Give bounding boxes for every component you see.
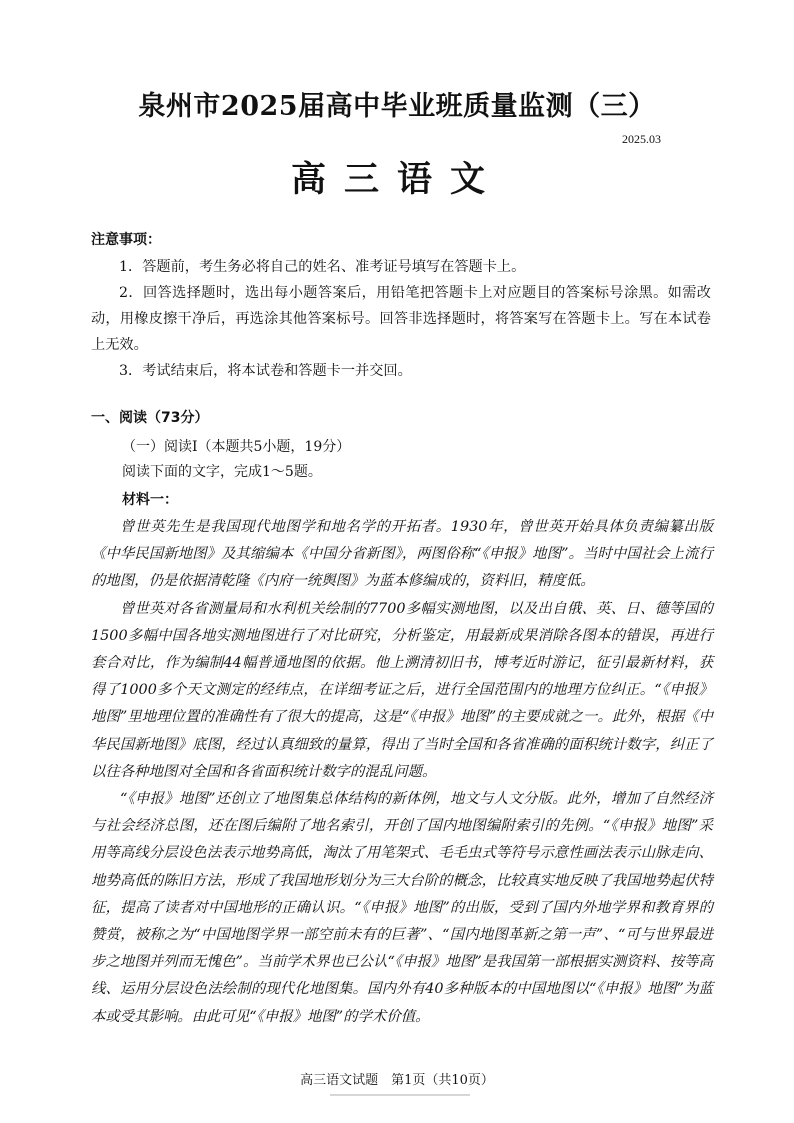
notice-heading: 注意事项： <box>91 232 161 248</box>
paragraph: 曾世英对各省测量局和水利机关绘制的7700多幅实测地图，以及出自俄、英、日、德等国的1500多幅中国各地实测地图进行了对比研究，分析鉴定，用最新成果消除各图本的错误，再进行套合对比，作为编制44幅普通地图的依据。他上溯清初旧书，博考近时游记，征引最新材料，获得了1000多个天文测定的经纬点，在详细考证之后，进行全国范围内的地理方位纠正。“《申报》地图”里地理位置的准确性有了很大的提高，这是“《申报》地图”的主要成就之一。此外，根据《中华民国新地图》底图，经过认真细致的量算，得出了当时全国和各省准确的面积统计数字，纠正了以往各种地图对全国和各省面积统计数字的混乱问题。 <box>91 600 713 780</box>
paragraph: 曾世英先生是我国现代地图学和地名学的开拓者。1930年，曾世英开始具体负责编纂出版《中华民国新地图》及其缩编本《中国分省新图》，两图俗称“《申报》地图”。当时中国社会上流行的地图，仍是依据清乾隆《内府一统舆图》为蓝本修编成的，资料旧，精度低。 <box>91 519 713 590</box>
notice-item-1: 1．答题前，考生务必将自己的姓名、准考证号填写在答题卡上。 <box>119 259 526 275</box>
subject-title: 高三语文 <box>290 160 503 200</box>
page-footer: 高三语文试题 第1页（共10页） <box>300 1073 494 1088</box>
bleed-through-mark <box>330 1094 470 1106</box>
exam-title: 泉州市2025届高中毕业班质量监测（三） <box>138 91 656 122</box>
material-text <box>91 514 713 1031</box>
material-label: 材料一： <box>122 492 178 508</box>
reading-instruction: 阅读下面的文字，完成1～5题。 <box>122 464 322 480</box>
paragraph: “《申报》地图”还创立了地图集总体结构的新体例，地文与人文分版。此外，增加了自然经济与社会经济总图，还在图后编附了地名索引，开创了国内地图编附索引的先例。“《申报》地图”采用等高线分层设色法表示地势高低，淘汰了用笔架式、毛毛虫式等符号示意性画法表示山脉走向、地势高低的陈旧方法，形成了我国地形划分为三大台阶的概念，比较真实地反映了我国地势起伏特征，提高了读者对中国地形的正确认识。“《申报》地图”的出版，受到了国内外地学界和教育界的赞赏，被称之为“中国地图学界一部空前未有的巨著”、“国内地图革新之第一声”、“可与世界最进步之地图并列而无愧色”。当前学术界也已公认“《申报》地图”是我国第一部根据实测资料、按等高线、运用分层设色法绘制的现代化地图集。国内外有40多种版本的中国地图以“《申报》地图”为蓝本或受其影响。由此可见“《申报》地图”的学术价值。 <box>91 791 713 1025</box>
section-heading: 一、阅读（73分） <box>91 410 209 426</box>
exam-date: 2025.03 <box>622 132 661 146</box>
notice-item-2: 2．回答选择题时，选出每小题答案后，用铅笔把答题卡上对应题目的答案标号涂黑。如需改动，用橡皮擦干净后，再选涂其他答案标号。回答非选择题时，将答案写在答题卡上。写在本试卷上无效。 <box>91 285 711 353</box>
notice-item-3: 3．考试结束后，将本试卷和答题卡一并交回。 <box>119 363 412 379</box>
sub-section-heading: （一）阅读Ⅰ（本题共5小题，19分） <box>122 439 351 455</box>
